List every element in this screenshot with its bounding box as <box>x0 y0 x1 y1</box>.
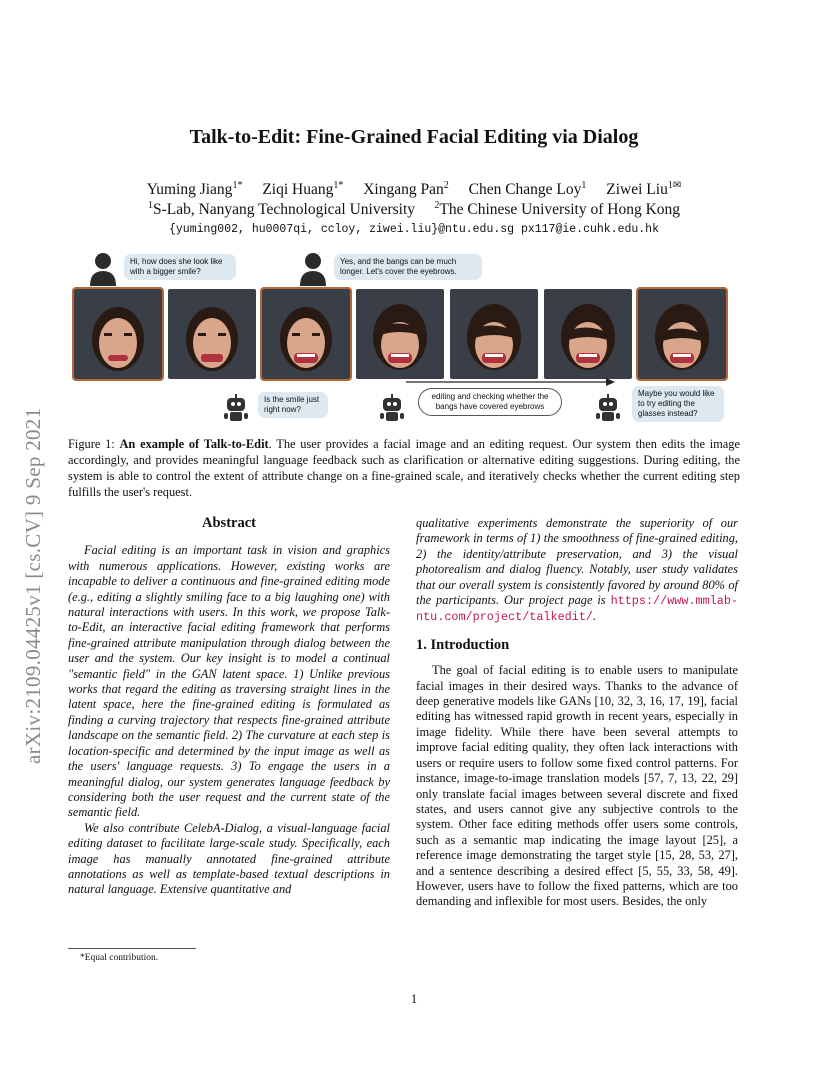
arxiv-side-stamp <box>6 296 54 766</box>
abstract-paragraph: We also contribute CelebA-Dialog, a visual-language facial editing dataset to facilitate large-scale study. Specifically, each image has manually annotated fine-grained attribute annotations as well as template-based textual descriptions in natural language. Extensive quantitative and <box>68 820 390 897</box>
paper-title: Talk-to-Edit: Fine-Grained Facial Editing via Dialog <box>189 126 639 148</box>
page-number: 1 <box>410 992 418 1006</box>
user-bubble: Yes, and the bangs can be much longer. Let's cover the eyebrows. <box>334 254 482 280</box>
abstract-paragraph: Facial editing is an important task in vision and graphics with numerous applications. However, existing works are incapable to deliver a continuous and fine-grained editing mode (e.g., editing a slightly smiling face to a big laughing one) with natural interactions with users. In this work, we propose Talk-to-Edit, an interactive facial editing framework that performs fine-grained attribute manipulation through dialog between the user and the system. Our key insight is to model a continual "semantic field" in the GAN latent space. 1) Unlike previous works that regard the editing as traversing straight lines in the latent space, here the fine-grained editing is formulated as finding a curving trajectory that respects fine-grained attribute landscape on the semantic field. 2) The curvature at each step is location-specific and determined by the input image as well as the users' language requests. 3) To engage the users in a meaningful dialog, our system generates language feedback by considering both the user request and the current state of the semantic field. <box>68 543 390 820</box>
figure-caption <box>68 436 740 500</box>
face-image <box>74 289 162 379</box>
footnote: *Equal contribution. <box>80 953 159 963</box>
affiliation: The Chinese University of Hong Kong <box>439 201 681 219</box>
bot-bubble: Is the smile just right now? <box>258 392 328 418</box>
robot-icon <box>224 394 248 424</box>
left-column <box>68 516 390 898</box>
progress-arrow-icon <box>406 376 616 388</box>
author: Xingang Pan$^2$ <box>363 180 449 199</box>
figure-1 <box>72 244 740 426</box>
robot-icon <box>596 394 620 424</box>
user-avatar-icon <box>298 250 328 286</box>
bot-bubble: Maybe you would like to try editing the glasses instead? <box>632 386 724 422</box>
affiliation: S-Lab, Nanyang Technological University <box>152 201 416 219</box>
footnote-rule <box>68 948 196 949</box>
author: Chen Change Loy$^1$ <box>468 180 587 199</box>
user-bubble: Hi, how does she look like with a bigger smile? <box>124 254 236 280</box>
face-image <box>262 289 350 379</box>
caption-text: . The user provides a facial image and an editing request. Our system then edits the image accordingly, and provides meaningful language feedback such as clarification or alternative editing suggestions. During editing, the system is able to control the extent of attribute change on a fine-grained scale, and iteratively checks whether the current editing step fulfills the user's request. <box>68 437 740 499</box>
face-image <box>168 289 256 379</box>
arxiv-stamp-text: arXiv:2109.04425v1 [cs.CV] 9 Sep 2021 <box>21 407 45 764</box>
right-column <box>416 516 738 910</box>
robot-icon <box>380 394 404 424</box>
author: Yuming Jiang$^{1*}$ <box>146 180 243 199</box>
caption-label: Figure 1: <box>68 437 115 451</box>
face-image <box>356 289 444 379</box>
caption-title: An example of Talk-to-Edit <box>119 437 269 451</box>
author-list <box>0 180 828 199</box>
affiliations: $^1$S-Lab, Nanyang Technological University $^2$The Chinese University of Hong Kong <box>147 200 681 219</box>
face-image <box>638 289 726 379</box>
section-heading: 1. Introduction <box>416 636 510 653</box>
author: Ziqi Huang$^{1*}$ <box>262 180 344 199</box>
user-avatar-icon <box>88 250 118 286</box>
project-url-link[interactable]: https://www.mmlab-ntu.com/project/talkedit/ <box>416 594 738 625</box>
author: Ziwei Liu$^{1✉}$ <box>606 180 682 199</box>
face-image <box>450 289 538 379</box>
author-emails: {yuming002, hu0007qi, ccloy, ziwei.liu}@ntu.edu.sg px117@ie.cuhk.edu.hk <box>169 223 659 236</box>
intro-paragraph: The goal of facial editing is to enable users to manipulate facial images in their desired ways. Thanks to the advance of deep generative models like GANs [10, 32, 3, 16, 17, 19], facial editing has witnessed rapid growth in recent years, especially in image fidelity. While there have been several attempts to improve facial editing quality, they often lack interactions with users or require users to follow some fixed control patterns. For instance, image-to-image translation models [57, 7, 13, 22, 29] only translate facial images between several discrete and fixed states, and users cannot give any subjective controls to the system. Other face editing methods offer users some controls, such as a semantic map indicating the image layout [25], a reference image demonstrating the target style [15, 28, 53, 27], and a sentence describing a desired effect [5, 55, 33, 58, 49]. However, users have to follow the fixed patterns, which are too demanding and inflexible for most users. Besides, the only <box>416 663 738 909</box>
abstract-heading: Abstract <box>202 515 256 531</box>
bot-thought-bubble: editing and checking whether the bangs have covered eyebrows <box>418 388 562 416</box>
face-image <box>544 289 632 379</box>
abstract-paragraph: qualitative experiments demonstrate the superiority of our framework in terms of 1) the smoothness of fine-grained editing, 2) the identity/attribute preservation, and 3) the visual photorealism and dialog fluency. Notably, user study validates that our overall system is consistently favored by around 80% of the participants. Our project page is https://www.mmlab-ntu.com/project/talkedit/. <box>416 516 738 625</box>
